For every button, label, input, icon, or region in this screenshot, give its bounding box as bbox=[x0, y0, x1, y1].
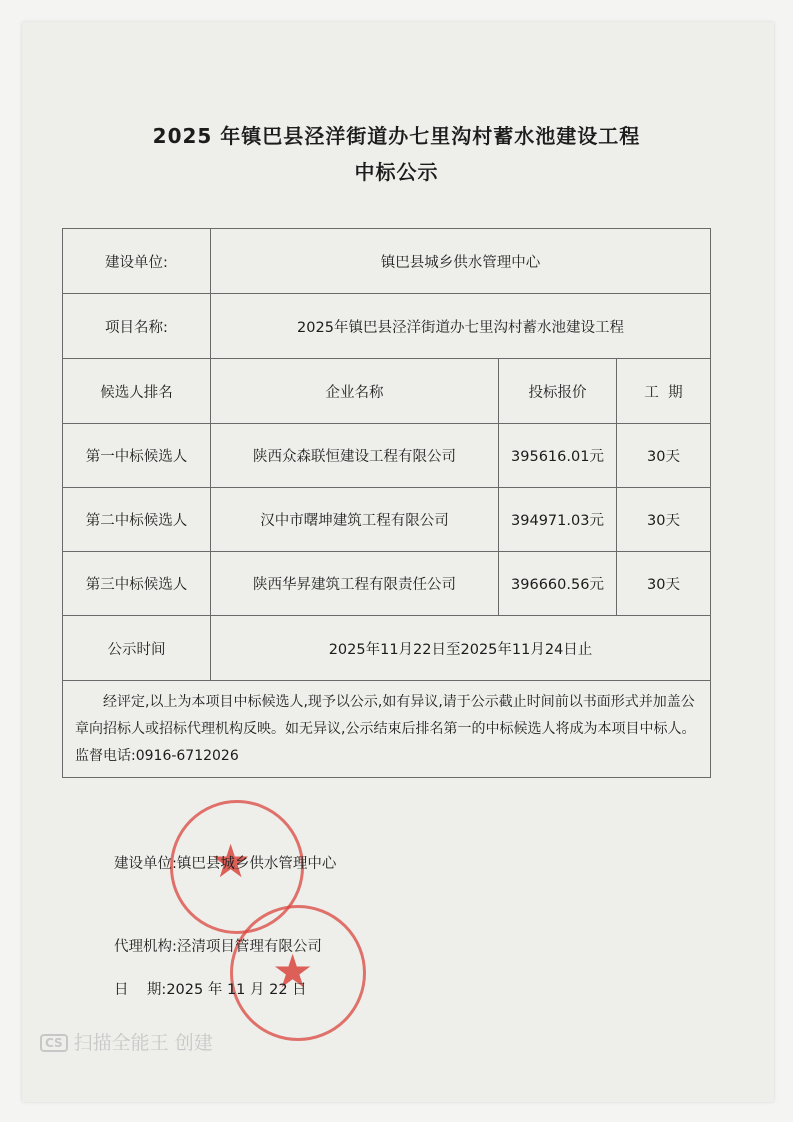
project-label: 项目名称: bbox=[63, 294, 211, 359]
notice-row bbox=[63, 681, 711, 778]
table-row bbox=[63, 424, 711, 488]
seal-star-icon: ★ bbox=[210, 834, 252, 888]
candidate-period: 30天 bbox=[617, 552, 711, 616]
publicity-value: 2025年11月22日至2025年11月24日止 bbox=[211, 616, 711, 681]
document-subtitle: 中标公示 bbox=[354, 160, 439, 184]
header-row bbox=[63, 359, 711, 424]
candidate-rank: 第三中标候选人 bbox=[63, 552, 211, 616]
candidate-rank: 第一中标候选人 bbox=[63, 424, 211, 488]
header-rank: 候选人排名 bbox=[63, 359, 211, 424]
table-row bbox=[63, 488, 711, 552]
header-company: 企业名称 bbox=[211, 359, 499, 424]
scanner-watermark bbox=[40, 1028, 213, 1055]
candidate-company: 陕西华昇建筑工程有限责任公司 bbox=[211, 552, 499, 616]
footer-owner: 建设单位:镇巴县城乡供水管理中心 bbox=[114, 856, 337, 872]
seal-star-icon: ★ bbox=[272, 944, 314, 998]
owner-row bbox=[63, 229, 711, 294]
owner-label: 建设单位: bbox=[63, 229, 211, 294]
camscanner-logo-icon: CS bbox=[40, 1034, 68, 1052]
candidate-period: 30天 bbox=[617, 424, 711, 488]
candidate-price: 394971.03元 bbox=[499, 488, 617, 552]
table-row bbox=[63, 552, 711, 616]
owner-value: 镇巴县城乡供水管理中心 bbox=[211, 229, 711, 294]
project-value: 2025年镇巴县泾洋街道办七里沟村蓄水池建设工程 bbox=[211, 294, 711, 359]
document-title: 2025 年镇巴县泾洋街道办七里沟村蓄水池建设工程 bbox=[152, 124, 641, 148]
publicity-row bbox=[63, 616, 711, 681]
notice-text: 经评定,以上为本项目中标候选人,现予以公示,如有异议,请于公示截止时间前以书面形式并加盖公章向招标人或招标代理机构反映。如无异议,公示结束后排名第一的中标候选人将成为本项目中标人。监督电话:0916-6712026 bbox=[63, 681, 711, 778]
header-price: 投标报价 bbox=[499, 359, 617, 424]
footer-agency: 代理机构:泾清项目管理有限公司 bbox=[114, 939, 322, 955]
watermark-text: 扫描全能王 创建 bbox=[73, 1032, 213, 1054]
candidate-rank: 第二中标候选人 bbox=[63, 488, 211, 552]
footer-date: 日 期:2025 年 11 月 22 日 bbox=[114, 982, 307, 998]
project-row bbox=[63, 294, 711, 359]
candidate-period: 30天 bbox=[617, 488, 711, 552]
candidate-price: 395616.01元 bbox=[499, 424, 617, 488]
bid-result-table bbox=[62, 228, 711, 778]
header-period: 工 期 bbox=[617, 359, 711, 424]
candidate-company: 汉中市曙坤建筑工程有限公司 bbox=[211, 488, 499, 552]
candidate-price: 396660.56元 bbox=[499, 552, 617, 616]
candidate-company: 陕西众森联恒建设工程有限公司 bbox=[211, 424, 499, 488]
publicity-label: 公示时间 bbox=[63, 616, 211, 681]
